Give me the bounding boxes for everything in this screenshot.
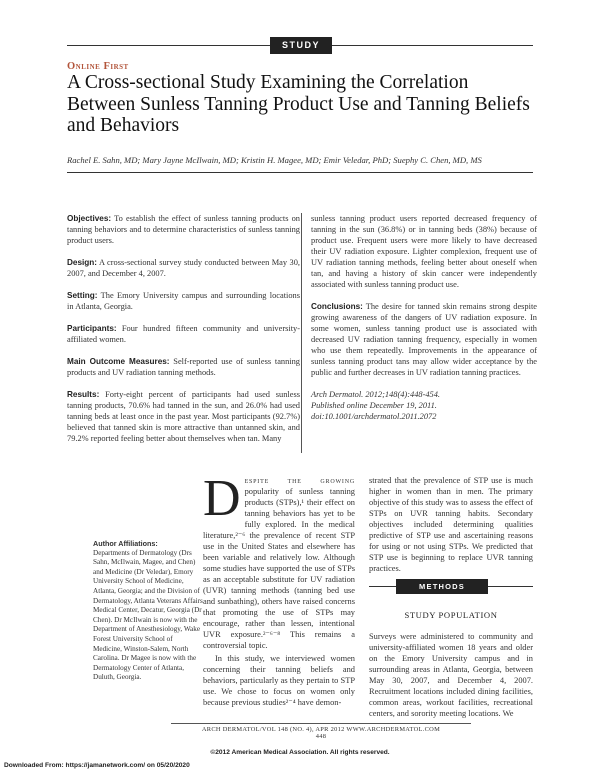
doi-link[interactable]: doi:10.1001/archdermatol.2011.2072 xyxy=(311,412,437,421)
author-list: Rachel E. Sahn, MD; Mary Jayne McIlwain, MD; Kristin H. Magee, MD; Emir Veledar, PhD; Suephy C. Chen, MD, MS xyxy=(67,155,482,165)
copyright-notice: ©2012 American Medical Association. All rights reserved. xyxy=(210,749,390,756)
body-column-2 xyxy=(369,475,533,574)
section-badge: STUDY xyxy=(270,37,332,54)
abstract-left-column xyxy=(67,213,300,455)
footer-rule xyxy=(171,723,471,724)
intro-paragraph: Despite the growing popularity of sunless tanning products (STPs),¹ their effect on tanning behaviors has yet to be fully explored. In the medical literature,²⁻⁶ the prevalence of recent STP use in the United States and elsewhere has been variable and relatively low. Although some studies have supported the use of STPs as an acceptable substitute for UV radiation (UVR) tanning methods (tanning bed use and sunbathing), others have raised concerns that promoting the use of STPs may encourage, rather than lessen, intentional UVR exposure.²⁻⁶⁻⁸ This remains a controversial topic. xyxy=(203,470,355,650)
abstract-right-column xyxy=(311,213,537,422)
article-citation: Arch Dermatol. 2012;148(4):448-454. Published online December 19, 2011. doi:10.1001/archdermatol.2011.2072 xyxy=(311,389,537,422)
study-paragraph: In this study, we interviewed women concerning their tanning beliefs and behaviors, particularly as they pertain to STP use. We chose to focus on women only because previous studies²⁻⁴ have demon- xyxy=(203,654,355,707)
authors-rule xyxy=(67,172,533,173)
online-first-label: Online First xyxy=(67,61,129,72)
study-population-heading: STUDY POPULATION xyxy=(404,610,498,620)
drop-cap: D xyxy=(203,470,241,527)
abstract-objectives: Objectives: To establish the effect of sunless tanning products on tanning behaviors and to determine characteristics of sunless tanning product users. xyxy=(67,214,300,245)
abstract-participants: Participants: Four hundred fifteen community and university-affiliated women. xyxy=(67,324,300,344)
page-number: 448 xyxy=(315,733,327,740)
abstract-results-continued: sunless tanning product users reported decreased frequency of tanning in the sun (36.8%) or in tanning beds (38%) because of product use. Frequent users were more likely to have decreased their UV radiation exposure. Lighter complexion, frequent use of UV radiation tanning methods, feeling better about oneself when tan, and having a history of skin cancer were independently associated with sunless tanning product use. xyxy=(311,214,537,289)
author-affiliations: Author Affiliations: Departments of Dermatology (Drs Sahn, McIlwain, Magee, and Chen) and Medicine (Dr Veledar), Emory University School of Medicine, Atlanta, Georgia; and the Division of Dermatology, Atlanta Veterans Affairs Medical Center, Decatur, Georgia (Dr Chen). Dr McIlwain is now with the Department of Anesthesiology, Wake Forest University School of Medicine, Winston-Salem, North Carolina. Dr Magee is now with the Dermatology Center of Atlanta, Duluth, Georgia. xyxy=(93,539,203,682)
methods-paragraph: Surveys were administered to community and university-affiliated women 18 years and older on the Emory University campus and in surrounding areas in Atlanta, Georgia, between May 30, 2007, and December 4, 2007. Recruitment locations included dining facilities, common areas, workout facilities, recreational centers, and sorority meeting locations. We xyxy=(369,632,533,718)
abstract-outcome: Main Outcome Measures: Self-reported use of sunless tanning products and UV radiation tanning methods. xyxy=(67,357,300,377)
abstract-conclusions: Conclusions: The desire for tanned skin remains strong despite growing awareness of the dangers of UV radiation exposure. In some women, sunless tanning product use is associated with decreased UV radiation tanning frequency, especially in women who use them repeatedly. Improvements in the appearance of sunless tanning product tans may allow wider acceptance by the public and further decreases in UV radiation tanning practices. xyxy=(311,302,537,377)
abstract-divider xyxy=(301,213,302,453)
methods-heading: METHODS xyxy=(396,579,488,594)
abstract-design: Design: A cross-sectional survey study conducted between May 30, 2007, and December 4, 2007. xyxy=(67,258,300,278)
abstract-results: Results: Forty-eight percent of participants had used sunless tanning products, 70.6% had tanned in the sun, and 26.0% had used tanning beds at least once in the past year. Most participants (92.7%) believed that tanned skin is more attractive than untanned skin, and 79.2% reported feeling better about themselves when tan. Many xyxy=(67,390,300,443)
objective-paragraph: strated that the prevalence of STP use is much higher in women than in men. The primary objective of this study was to assess the effect of STPs on UVR tanning habits. Secondary objectives included determining qualities predictive of STP use and ascertaining reasons for using or not using STPs. We predicted that STP use is beginning to replace UVR tanning practices. xyxy=(369,476,533,573)
body-column-1 xyxy=(203,470,355,708)
running-footer: ARCH DERMATOL/VOL 148 (NO. 4), APR 2012 WWW.ARCHDERMATOL.COM 448 xyxy=(171,726,471,740)
download-stamp: Downloaded From: https://jamanetwork.com/ on 05/20/2020 xyxy=(4,762,190,769)
article-title: A Cross-sectional Study Examining the Correlation Between Sunless Tanning Product Use and Tanning Beliefs and Behaviors xyxy=(67,72,530,136)
abstract-setting: Setting: The Emory University campus and surrounding locations in Atlanta, Georgia. xyxy=(67,291,300,311)
